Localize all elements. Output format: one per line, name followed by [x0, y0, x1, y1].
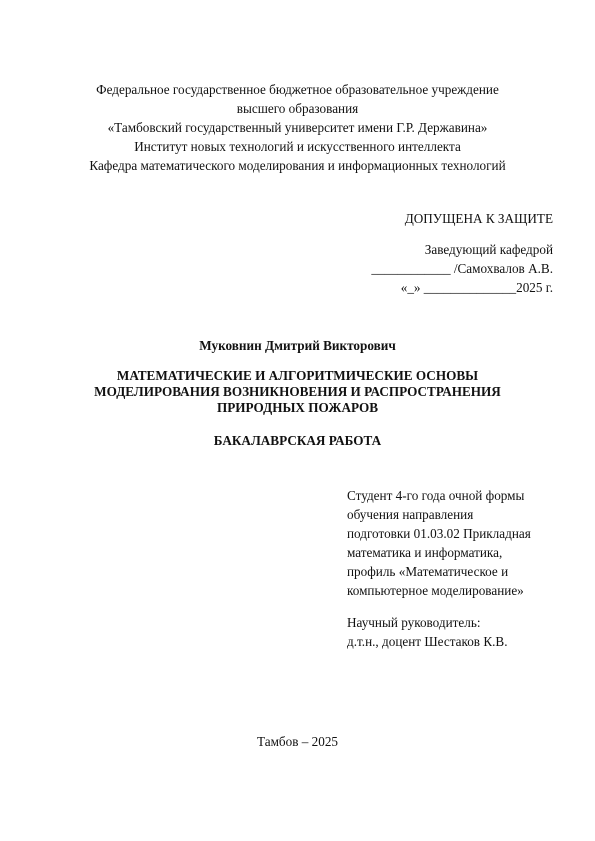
- supervisor-label: Научный руководитель:: [347, 615, 481, 630]
- institute-name: Институт новых технологий и искусственного интеллекта: [134, 139, 461, 154]
- thesis-title-line-3: ПРИРОДНЫХ ПОЖАРОВ: [216, 400, 379, 415]
- approval-date: «_» ______________2025 г.: [400, 280, 553, 295]
- university-name: «Тамбовский государственный университет имени Г.Р. Державина»: [107, 120, 488, 135]
- student-info-line-3: подготовки 01.03.02 Прикладная: [347, 526, 531, 541]
- student-info-line-5: профиль «Математическое и: [347, 564, 509, 579]
- department-name: Кафедра математического моделирования и информационных технологий: [89, 158, 506, 173]
- student-info-line-6: компьютерное моделирование»: [347, 583, 524, 598]
- approval-heading: ДОПУЩЕНА К ЗАЩИТЕ: [404, 211, 553, 226]
- work-type: БАКАЛАВРСКАЯ РАБОТА: [213, 433, 382, 448]
- institution-line-2: высшего образования: [236, 101, 359, 116]
- approval-signature: ____________ /Самохвалов А.В.: [371, 261, 553, 276]
- thesis-title-line-2: МОДЕЛИРОВАНИЯ ВОЗНИКНОВЕНИЯ И РАСПРОСТРАНЕНИЯ: [94, 384, 501, 399]
- approval-position: Заведующий кафедрой: [424, 242, 553, 257]
- institution-line-1: Федеральное государственное бюджетное образовательное учреждение: [96, 82, 499, 97]
- student-info-line-4: математика и информатика,: [347, 545, 503, 560]
- supervisor-name: д.т.н., доцент Шестаков К.В.: [347, 634, 508, 649]
- student-info-line-2: обучения направления: [347, 507, 474, 522]
- author-name: Муковнин Дмитрий Викторович: [199, 338, 396, 353]
- thesis-title-line-1: МАТЕМАТИЧЕСКИЕ И АЛГОРИТМИЧЕСКИЕ ОСНОВЫ: [116, 368, 479, 383]
- student-info-line-1: Студент 4-го года очной формы: [347, 488, 525, 503]
- city-year: Тамбов – 2025: [256, 734, 339, 749]
